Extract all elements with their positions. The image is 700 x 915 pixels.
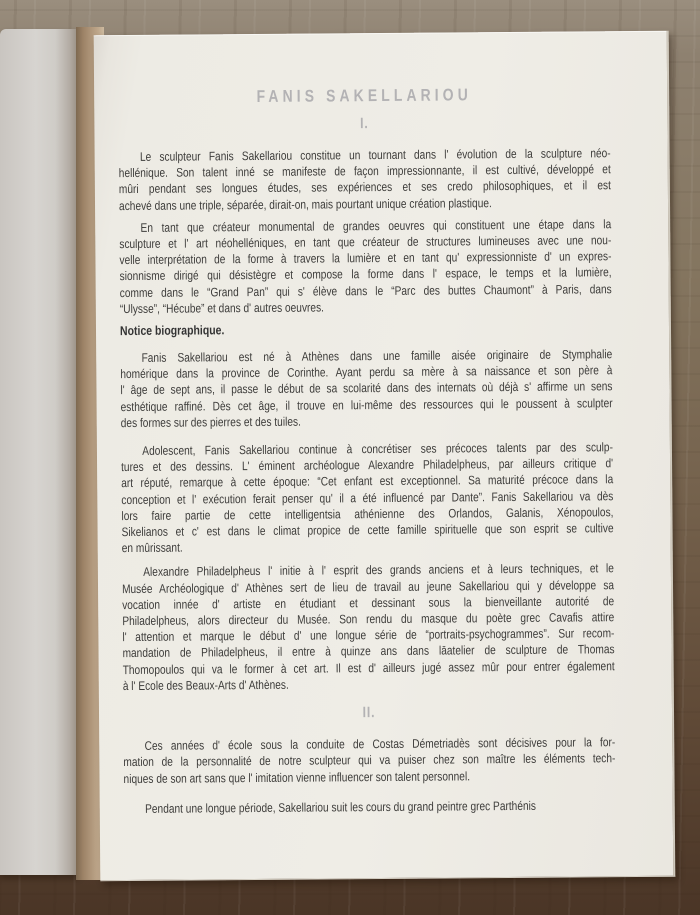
text-line: Philadelpheus, alors directeur du Musée. Son rendu du masque du poète grec Cavafis attire (122, 610, 615, 629)
text-line: velle interprétation de la forme à travers la lumière et en tant qu' expressionniste d' un expres- (119, 249, 612, 268)
paragraph (121, 439, 614, 556)
paragraph (120, 346, 613, 431)
page-text-block (118, 83, 616, 817)
text-line: hellénique. Son talent inné se manifeste de façon impressionnante, il est cultivé, développé et (118, 162, 611, 181)
left-page-edge (0, 29, 79, 875)
text-line: Sikelianos et c' est dans le climat propice de cette famille spirituelle que son esprit se cultive (121, 521, 614, 540)
text-line: à l' Ecole des Beaux-Arts d' Athènes. (122, 677, 289, 693)
text-line: Le sculpteur Fanis Sakellariou constitue un tournant dans l' évolution de la sculpture néo- (139, 146, 611, 164)
paragraph (122, 561, 615, 694)
text-line: lors faire partie de cette intelligentsia athénienne des Orlandos, Galanis, Xénopoulos, (121, 505, 614, 523)
text-line: niques de son art sans que l' imitation vienne influencer son talent personnel. (123, 768, 471, 786)
text-line: esthétique raffiné. Dès cet âge, il trouve en lui-même des ressources qui le poussent à sculpter (120, 395, 613, 414)
text-line: l' attention et marque le début d' une longue série de “portraits-psychogrammes”. Sur recom- (122, 626, 615, 645)
roman-numeral-heading: II. (362, 704, 376, 722)
text-line: l' âge de sept ans, il passe le début de sa scolarité dans des internats où déjà s' affirme un sens (120, 379, 613, 398)
text-line: achevé dans une triple, séparée, dirait-on, mais pourtant unique création plastique. (118, 195, 492, 213)
text-line: des formes sur des pierres et des tuiles. (120, 414, 301, 430)
text-line: art réputé, remarque à cette époque: “Cet enfant est exceptionnel. Sa maturité précoce dans la (121, 472, 614, 491)
page-title: FANIS SAKELLARIOU (256, 85, 472, 106)
text-line: Thomopoulos qui va le former à cet art. Il est d' ailleurs jugé assez mûr pour entrer également (122, 658, 615, 677)
text-line: vocation innée d' artiste en étudiant et dessinant sous la bienveillante autorité de (122, 594, 615, 612)
text-line: Ces années d' école sous la conduite de Costas Démetriadès sont décisives pour la for- (144, 735, 616, 753)
text-line: homérique dans la province de Corinthe. Ayant perdu sa mère à sa naissance et son père à (120, 363, 613, 382)
text-line: mation de la personnalité de notre sculpteur qui va puiser chez son maître les éléments tech- (123, 751, 616, 770)
text-line: “Ulysse”, “Hécube” et dans d' autres oeuvres. (119, 300, 325, 316)
paragraph (124, 797, 616, 817)
text-line: en mûrissant. (121, 540, 183, 556)
text-line: sionnisme dirigé qui désistègre et compose la forme dans l' espace, le temps et la lumière, (119, 265, 612, 284)
text-line: Adolescent, Fanis Sakellariou continue à concrétiser ses précoces talents par des sculp- (142, 440, 613, 458)
text-line: conception et l' exécution ferait penser qu' il a été influencé par Dante”. Fanis Sakellariou va dès (121, 488, 614, 507)
paragraph (119, 145, 611, 214)
text-line: Musée Archéologique d' Athènes sert de lieu de travail au jeune Sakellariou qui y développe sa (121, 577, 615, 596)
text-line: Alexandre Philadelpheus l' initie à l' esprit des grands anciens et à leurs techniques, et le (143, 561, 614, 580)
text-line: tures et des dessins. L' éminent archéologue Alexandre Philadelpheus, par ailleurs critique d' (121, 456, 614, 475)
paragraph (119, 216, 612, 317)
document-page (94, 31, 676, 881)
text-line: sculpture et l' art néohelléniques, en tant que créateur de structures lumineuses avec une nou- (119, 233, 612, 252)
text-line: Fanis Sakellariou est né à Athènes dans une famille aisée originaire de Stymphalie (141, 347, 613, 365)
page-content (118, 113, 615, 817)
text-line: mandation de Philadelpheus, il entre à quinze ans dans lāatelier de sculpture de Thomas (122, 642, 615, 661)
notice-heading: Notice biographique. (119, 322, 225, 339)
text-line: Pendant une longue période, Sakellariou suit les cours du grand peintre grec Parthénis (145, 798, 536, 816)
roman-numeral-heading: I. (360, 115, 369, 133)
text-line: En tant que créateur monumental de grandes oeuvres qui constituent une étape dans la (140, 217, 612, 235)
paragraph (123, 734, 615, 786)
text-line: comme dans le “Grand Pan” qui s' élève dans le “Parc des buttes Chaumont” à Paris, dans (119, 281, 612, 300)
text-line: mûri pendant ses longues études, ses expériences et ses credo philosophiques, et il est (118, 178, 611, 197)
